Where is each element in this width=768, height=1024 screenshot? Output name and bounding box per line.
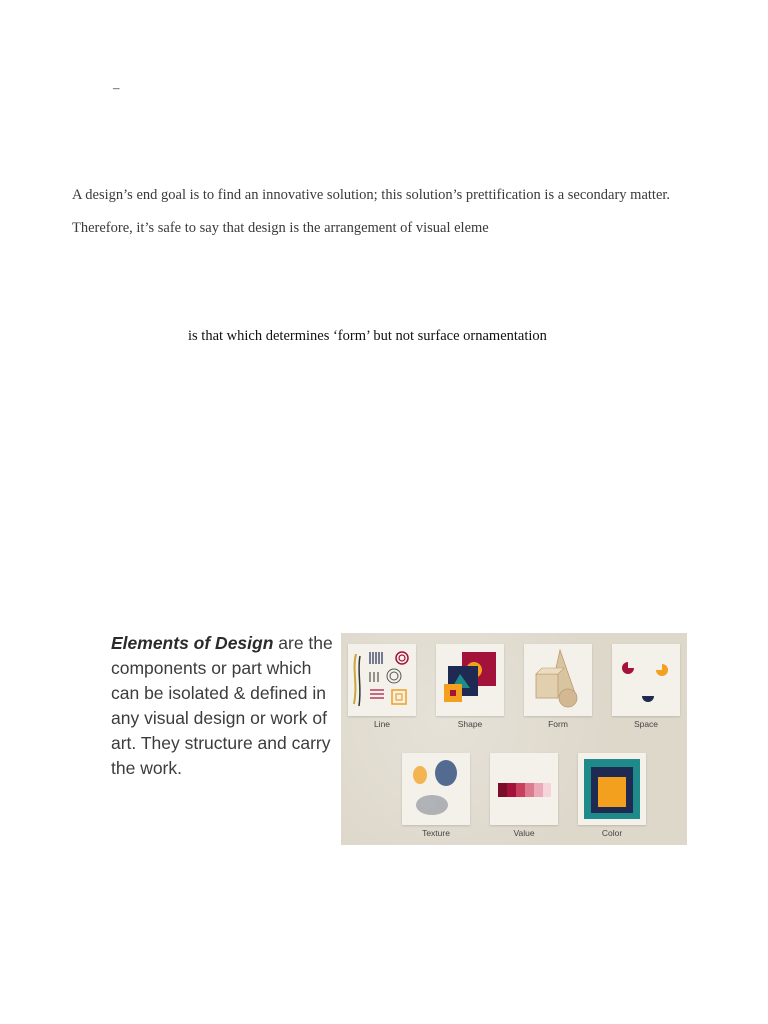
texture-brush-icon: [402, 753, 470, 825]
figure-body: are the components or part which can be isolated & defined in any visual design or work of art. They structure and carry the work.: [111, 633, 333, 778]
value-gradient-icon: [490, 753, 558, 825]
tile-label-color: Color: [601, 828, 623, 838]
figure-heading: Elements of Design: [111, 633, 274, 653]
figure-caption: [111, 631, 339, 781]
tile-label-texture: Texture: [422, 828, 450, 838]
elements-panel: [341, 633, 687, 845]
list-dash: –: [113, 80, 120, 95]
form-solids-icon: [524, 644, 592, 716]
elements-of-design-figure: [102, 623, 690, 863]
quote-line: is that which determines ‘form’ but not surface ornamentation: [188, 328, 547, 344]
tile-label-form: Form: [548, 719, 568, 729]
shape-squares-icon: [436, 644, 504, 716]
paragraph-line-2: Therefore, it’s safe to say that design is the arrangement of visual eleme: [72, 220, 489, 236]
tile-label-line: Line: [373, 719, 391, 729]
tile-label-space: Space: [633, 719, 659, 729]
line-sketch-icon: [348, 644, 416, 716]
color-squares-icon: [578, 753, 646, 825]
paragraph-line-1: A design’s end goal is to find an innovative solution; this solution’s prettification is a secondary matter.: [72, 187, 671, 203]
tile-label-value: Value: [513, 828, 535, 838]
tile-label-shape: Shape: [457, 719, 483, 729]
space-dots-icon: [612, 644, 680, 716]
